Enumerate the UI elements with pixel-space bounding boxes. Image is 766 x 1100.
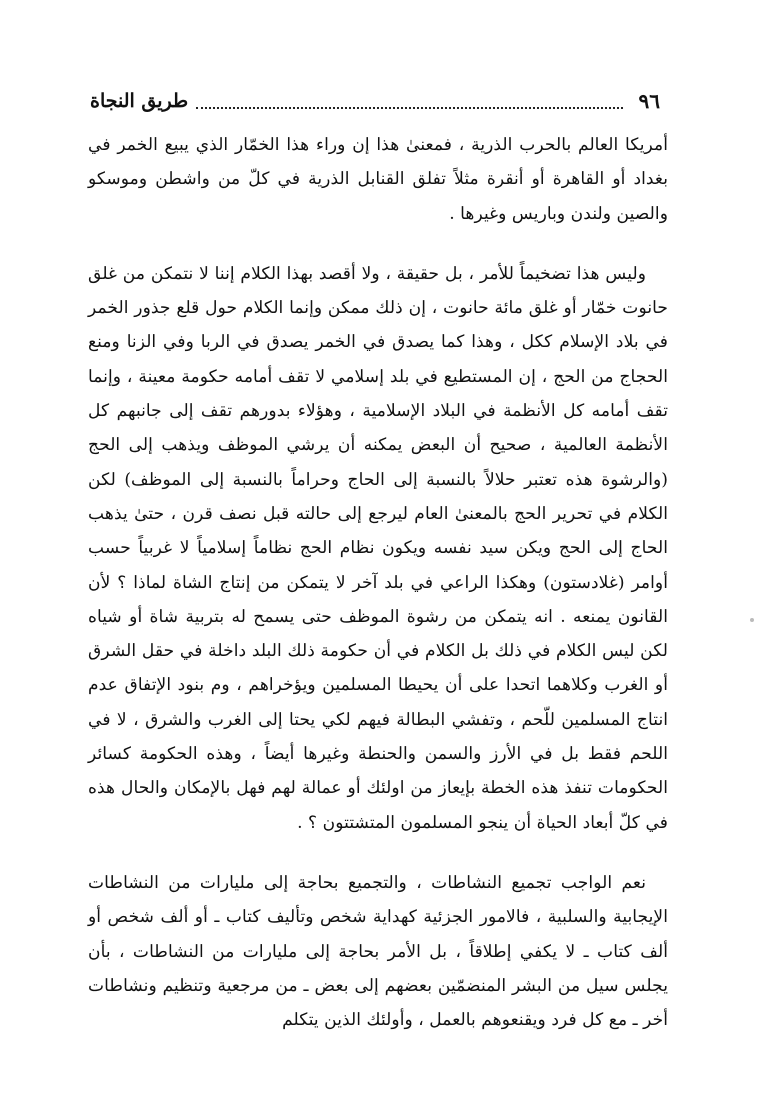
margin-dot [750,618,754,622]
page-body [88,128,668,1063]
paragraph: أمريكا العالم بالحرب الذرية ، فمعنىٰ هذا إن وراء هذا الخمّار الذي يبيع الخمر في بغداد أو القاهرة أو أنقرة مثلاً تفلق القنابل الذرية في كلّ من واشطن وموسكو والصين ولندن وباريس وغيرها . [88,135,668,224]
page-number: ٩٦ [638,89,660,113]
page-header [90,86,660,116]
dotted-leader [196,93,622,109]
running-title: طريق النجاة [90,90,189,112]
paragraph: نعم الواجب تجميع النشاطات ، والتجميع بحاجة إلى مليارات من النشاطات الإيجابية والسلبية ، فالامور الجزئية كهداية شخص وتأليف كتاب ـ أو ألف شخص أو ألف كتاب ـ لا يكفي إطلاقاً ، بل الأمر بحاجة إلى مليارات من النشاطات ، بأن يجلس سيل من البشر المنضمّين بعضهم إلى بعض ـ من مرجعية وتنظيم ونشاطات أخر ـ مع كل فرد ويقنعوهم بالعمل ، وأولئك الذين يتكلم [88,872,668,1031]
paragraph: وليس هذا تضخيماً للأمر ، بل حقيقة ، ولا أقصد بهذا الكلام إننا لا نتمكن من غلق حانوت خمّار أو غلق مائة حانوت ، إن ذلك ممكن وإنما الكلام حول قلع جذور الخمر في بلاد الإسلام ككل ، وهذا كما يصدق في الخمر يصدق في الربا وفي الزنا ومنع الحجاج من الحج ، إن المستطيع في بلد إسلامي لا تقف أمامه حكومة معينة ، وإنما تقف أمامه كل الأنظمة في البلاد الإسلامية ، وهؤلاء بدورهم تقف إلى جانبهم كل الأنظمة العالمية ، صحيح أن البعض يمكنه أن يرشي الموظف ويذهب إلى الحج (والرشوة هذه تعتبر حلالاً بالنسبة إلى الحاج وحراماً بالنسبة إلى الموظف) لكن الكلام في تحرير الحج بالمعنىٰ العام ليرجع إلى حالته قبل نصف قرن ، حتىٰ يذهب الحاج إلى الحج ويكن سيد نفسه ويكون نظام الحج نظاماً إسلامياً لا غربياً حسب أوامر (غلادستون) وهكذا الراعي في بلد آخر لا يتمكن من إنتاج الشاة لماذا ؟ لأن القانون يمنعه . انه يتمكن من رشوة الموظف حتى يسمح له بتربية شاة أو شياه لكن ليس الكلام في ذلك بل الكلام في أن حكومة ذلك البلد داخلة في حقل الشرق أو الغرب وكلاهما اتحدا على أن يحيطا المسلمين ويؤخراهم ، وم بنود الإتفاق عدم انتاج المسلمين للّحم ، وتفشي البطالة فيهم لكي يحتا إلى الغرب والشرق ، لا في اللحم فقط بل في الأرز والسمن والحنطة وغيرها أيضاً ، وهذه الحكومة كسائر الحكومات تنفذ هذه الخطة بإيعاز من اولئك أو عمالة لهم فهل بالإمكان والحال هذه في كلّ أبعاد الحياة أن ينجو المسلمون المتشتتون ؟ . [88,263,668,833]
